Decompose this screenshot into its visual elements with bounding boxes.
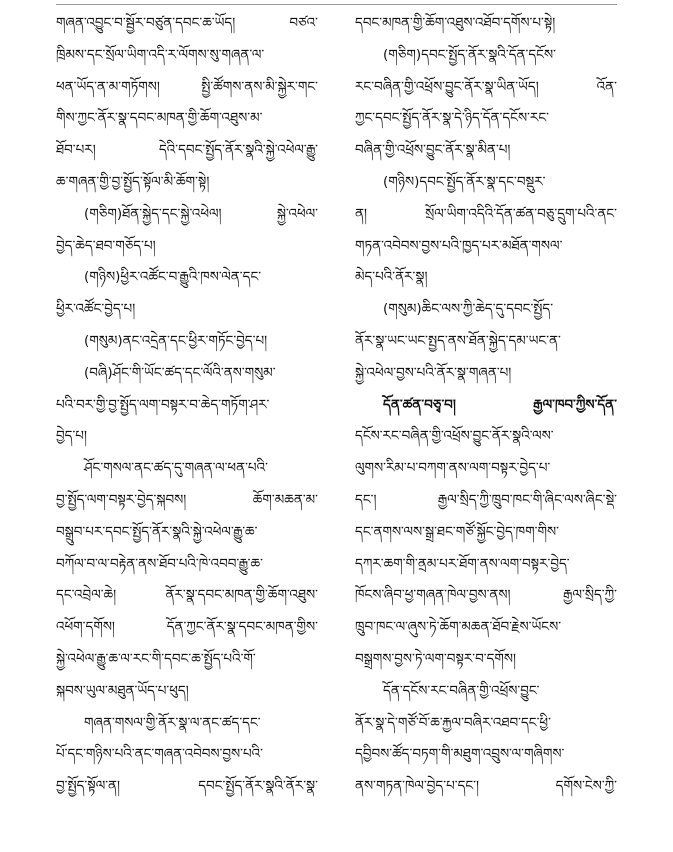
left-column: [56, 8, 318, 803]
text-line: གིས་ཀྱང་ནོར་སྣ་དབང་མཁན་གྱི་ཆོག་འཐུས་མ་: [56, 110, 263, 127]
text-line: (གཉིས)ཕྱིར་འཚོང་བ་རྒྱུའི་ཁས་ལེན་དང་: [84, 269, 262, 286]
text-line: ན། སྲོལ་ཡིག་འདིའི་དོན་ཚན་བཅུ་དྲུག་པའི་ནང་: [355, 205, 617, 222]
text-line: སྐྱེ་འཕེལ་རྒྱུ་ཆ་ལ་རང་གི་དབང་ཆ་སྤྱོད་པའི་གོ་: [56, 650, 256, 667]
text-line: དབང་མཁན་གྱི་ཆོག་འཐུས་འཐོབ་དགོས་པ་སྟེ།: [355, 15, 556, 31]
text-line: བྱེད་པ།: [56, 428, 87, 445]
text-line: དང་འབྲེལ་ཆེ། ནོར་སྣ་དབང་མཁན་གྱི་ཆོག་འཐུས་: [56, 587, 318, 604]
text-line: ཁྲིམས་དང་སྲོལ་ཡིག་འདི་ར་ལོགས་སུ་གཞན་ལ་: [56, 46, 265, 63]
text-line: (གསུམ)ནང་འདྲེན་དང་ཕྱིར་གཏོང་བྱེད་པ།: [84, 332, 268, 349]
text-line: ཀྱང་དབང་སྤྱོད་ནོར་སྣ་དེ་ཉིད་དོན་དངོས་རང་: [355, 110, 549, 127]
text-line: པོ་དང་གཉིས་པའི་ནང་གཞན་འབེབས་བྱས་པའི་: [56, 746, 263, 763]
text-line: དངོས་རང་བཞིན་གྱི་འཕྲོས་བྱུང་ནོར་སྣའི་ལས་: [355, 428, 554, 445]
text-line: སྐབས་ཡུལ་མཐུན་ཡོད་པ་ཕུད།: [56, 682, 189, 699]
text-line: བྱ་སྤྱོད་ལག་བསྟར་བྱེད་སྐབས། ཆོག་མཆན་མ་: [56, 491, 318, 508]
text-line: ནས་གཏན་ཁེལ་བྱེད་པ་དང་། དགོས་ངེས་ཀྱི་: [355, 778, 617, 795]
text-line: བསྒྲུབ་པར་དབང་སྤྱོད་ནོར་སྣའི་སྐྱེ་འཕེལ་རྒྱུ་ཆ་: [56, 523, 258, 540]
text-line: དོན་དངོས་རང་བཞིན་གྱི་འཕྲོས་བྱུང་: [383, 682, 540, 699]
text-line: ནོར་སྣ་དེ་གཙོ་བོ་ཆ་རྐྱལ་བཞིར་འཐབ་དང་ཕྱི་: [355, 714, 551, 731]
text-line: ཕན་ཡོད་ན་མ་གཏོགས། སྤྱི་ཚོགས་ནས་མི་སྐྱེར་གང་: [56, 78, 318, 95]
text-line: (གཅིག)ཐོན་སྐྱེད་དང་སྐྱེ་འཕེལ། སྐྱེ་འཕེལ་: [84, 205, 318, 222]
text-line: བྱེད་ཆེད་ཐབ་གཅོད་པ།: [56, 237, 156, 254]
text-line: ནོར་སྣ་ཡང་ཡང་སྤྱད་ནས་ཐོན་སྐྱེད་དམ་ཡང་ན་: [355, 332, 561, 349]
text-line: ཕྱིར་འཚོང་བྱེད་པ།: [56, 301, 136, 318]
text-line: གཞན་གསལ་གྱི་ནོར་སྣ་ལ་ནང་ཚད་དང་: [84, 714, 261, 731]
text-line: ཤོང་གསལ་ནང་ཚད་དུ་གཞན་ལ་ཕན་པའི་: [84, 460, 268, 477]
text-line: (བཞི)ཤོང་གི་ཡོང་ཚད་དང་ལོའི་ནས་གསུམ་: [84, 364, 276, 381]
text-line: དང་། རྒྱལ་སྲིད་ཀྱི་ཁྲུབ་ཁང་གི་ཞིང་ལས་ཞིང་སྡེ་: [355, 491, 617, 508]
text-line: (གཉིས)དབང་སྤྱོད་ནོར་སྣ་དང་བསྡུར་: [383, 173, 546, 190]
text-line: མེད་པའི་ནོར་སྣ།: [355, 269, 428, 286]
text-line: སྐྱེ་འཕེལ་བྱས་པའི་ནོར་སྣ་གཞན་པ།: [355, 364, 512, 381]
text-line: རང་བཞིན་གྱི་འཕྲོས་བྱུང་ནོར་སྣ་ཡིན་ཡོད། འོན་: [355, 78, 617, 95]
text-line: འཕོག་དགོས། དོན་ཀྱང་ནོར་སྣ་དབང་མཁན་གྱིས་: [56, 619, 318, 636]
header-rule: [56, 4, 617, 5]
text-line: ཁོངས་ཞིབ་ཕྱ་གཞན་ཁེལ་བྱས་ནས། རྒྱལ་སྲིད་ཀྱི་: [355, 587, 617, 604]
text-line: ལུགས་རིམ་པ་བཀག་ནས་ལག་བསྟར་བྱེད་པ་: [355, 460, 551, 477]
text-line: ཆ་གཞན་གྱི་བྱ་སྤྱོད་སྟོལ་མི་ཆོག་སྟེ།: [56, 173, 210, 190]
text-line: བཀོལ་བ་ལ་བརྟེན་ནས་ཐོབ་པའི་ཁེ་འབབ་རྒྱུ་ཆ་: [56, 555, 263, 572]
text-line: བྱ་སྤྱོད་སྟོལ་ན། དབང་སྤྱོད་ནོར་སྣའི་ནོར་སྣ་: [56, 778, 318, 795]
text-line: ཁྲུབ་ཁང་ལ་ཞུས་ཏེ་ཆོག་མཆན་ཐོབ་རྗེས་ཡོངས་: [355, 619, 562, 636]
text-line: དོན་ཚན་བཅྭ་བ། རྒྱལ་ཁབ་ཀྱིས་དོན་: [383, 396, 617, 413]
text-line: གཞན་འབྱུང་བ་སྦྱོར་བཙུན་དབང་ཆ་ཡོད། བཙའ་: [56, 15, 318, 31]
text-line: (གསུམ)ཆིང་ལས་ཀྱི་ཆེད་དུ་དབང་སྤྱོད་: [383, 301, 554, 318]
text-line: དབྱིབས་ཚོད་བཏག་གི་མཐུག་འབྲུས་ལ་གཞིགས་: [355, 746, 565, 763]
text-line: ཐོབ་པར། དེའི་དབང་སྤྱོད་ནོར་སྣའི་སྐྱེ་འཕེལ་རྒྱུ་: [56, 142, 318, 159]
text-line: བསྒྲགས་བྱས་ཏེ་ལག་བསྟར་བ་དགོས།: [355, 650, 517, 667]
text-line: དང་ནགས་ལས་སྒྲ་ཐང་གཙོ་སྐྱོང་བྱེད་ཁག་གིས་: [355, 523, 559, 540]
text-line: དཀར་ཆག་གི་ནྲམ་པར་ཐོག་ནས་ལག་བསྟར་བྱེད་: [355, 555, 570, 572]
text-line: བཞིན་གྱི་འཕྲོས་བྱུང་ནོར་སྣ་མིན་པ།: [355, 142, 511, 159]
text-line: པའི་བར་གྱི་བྱ་སྤྱོད་ལག་བསྟར་བ་ཆེད་གཏོག་ཤར་: [56, 396, 270, 413]
text-line: (གཅིག)དབང་སྤྱོད་ནོར་སྣའི་དོན་དངོས་: [383, 46, 556, 63]
right-column: [355, 8, 617, 803]
text-line: གཏན་འབེབས་བྱས་པའི་ཁྱད་པར་མཐོན་གསལ་: [355, 237, 563, 254]
